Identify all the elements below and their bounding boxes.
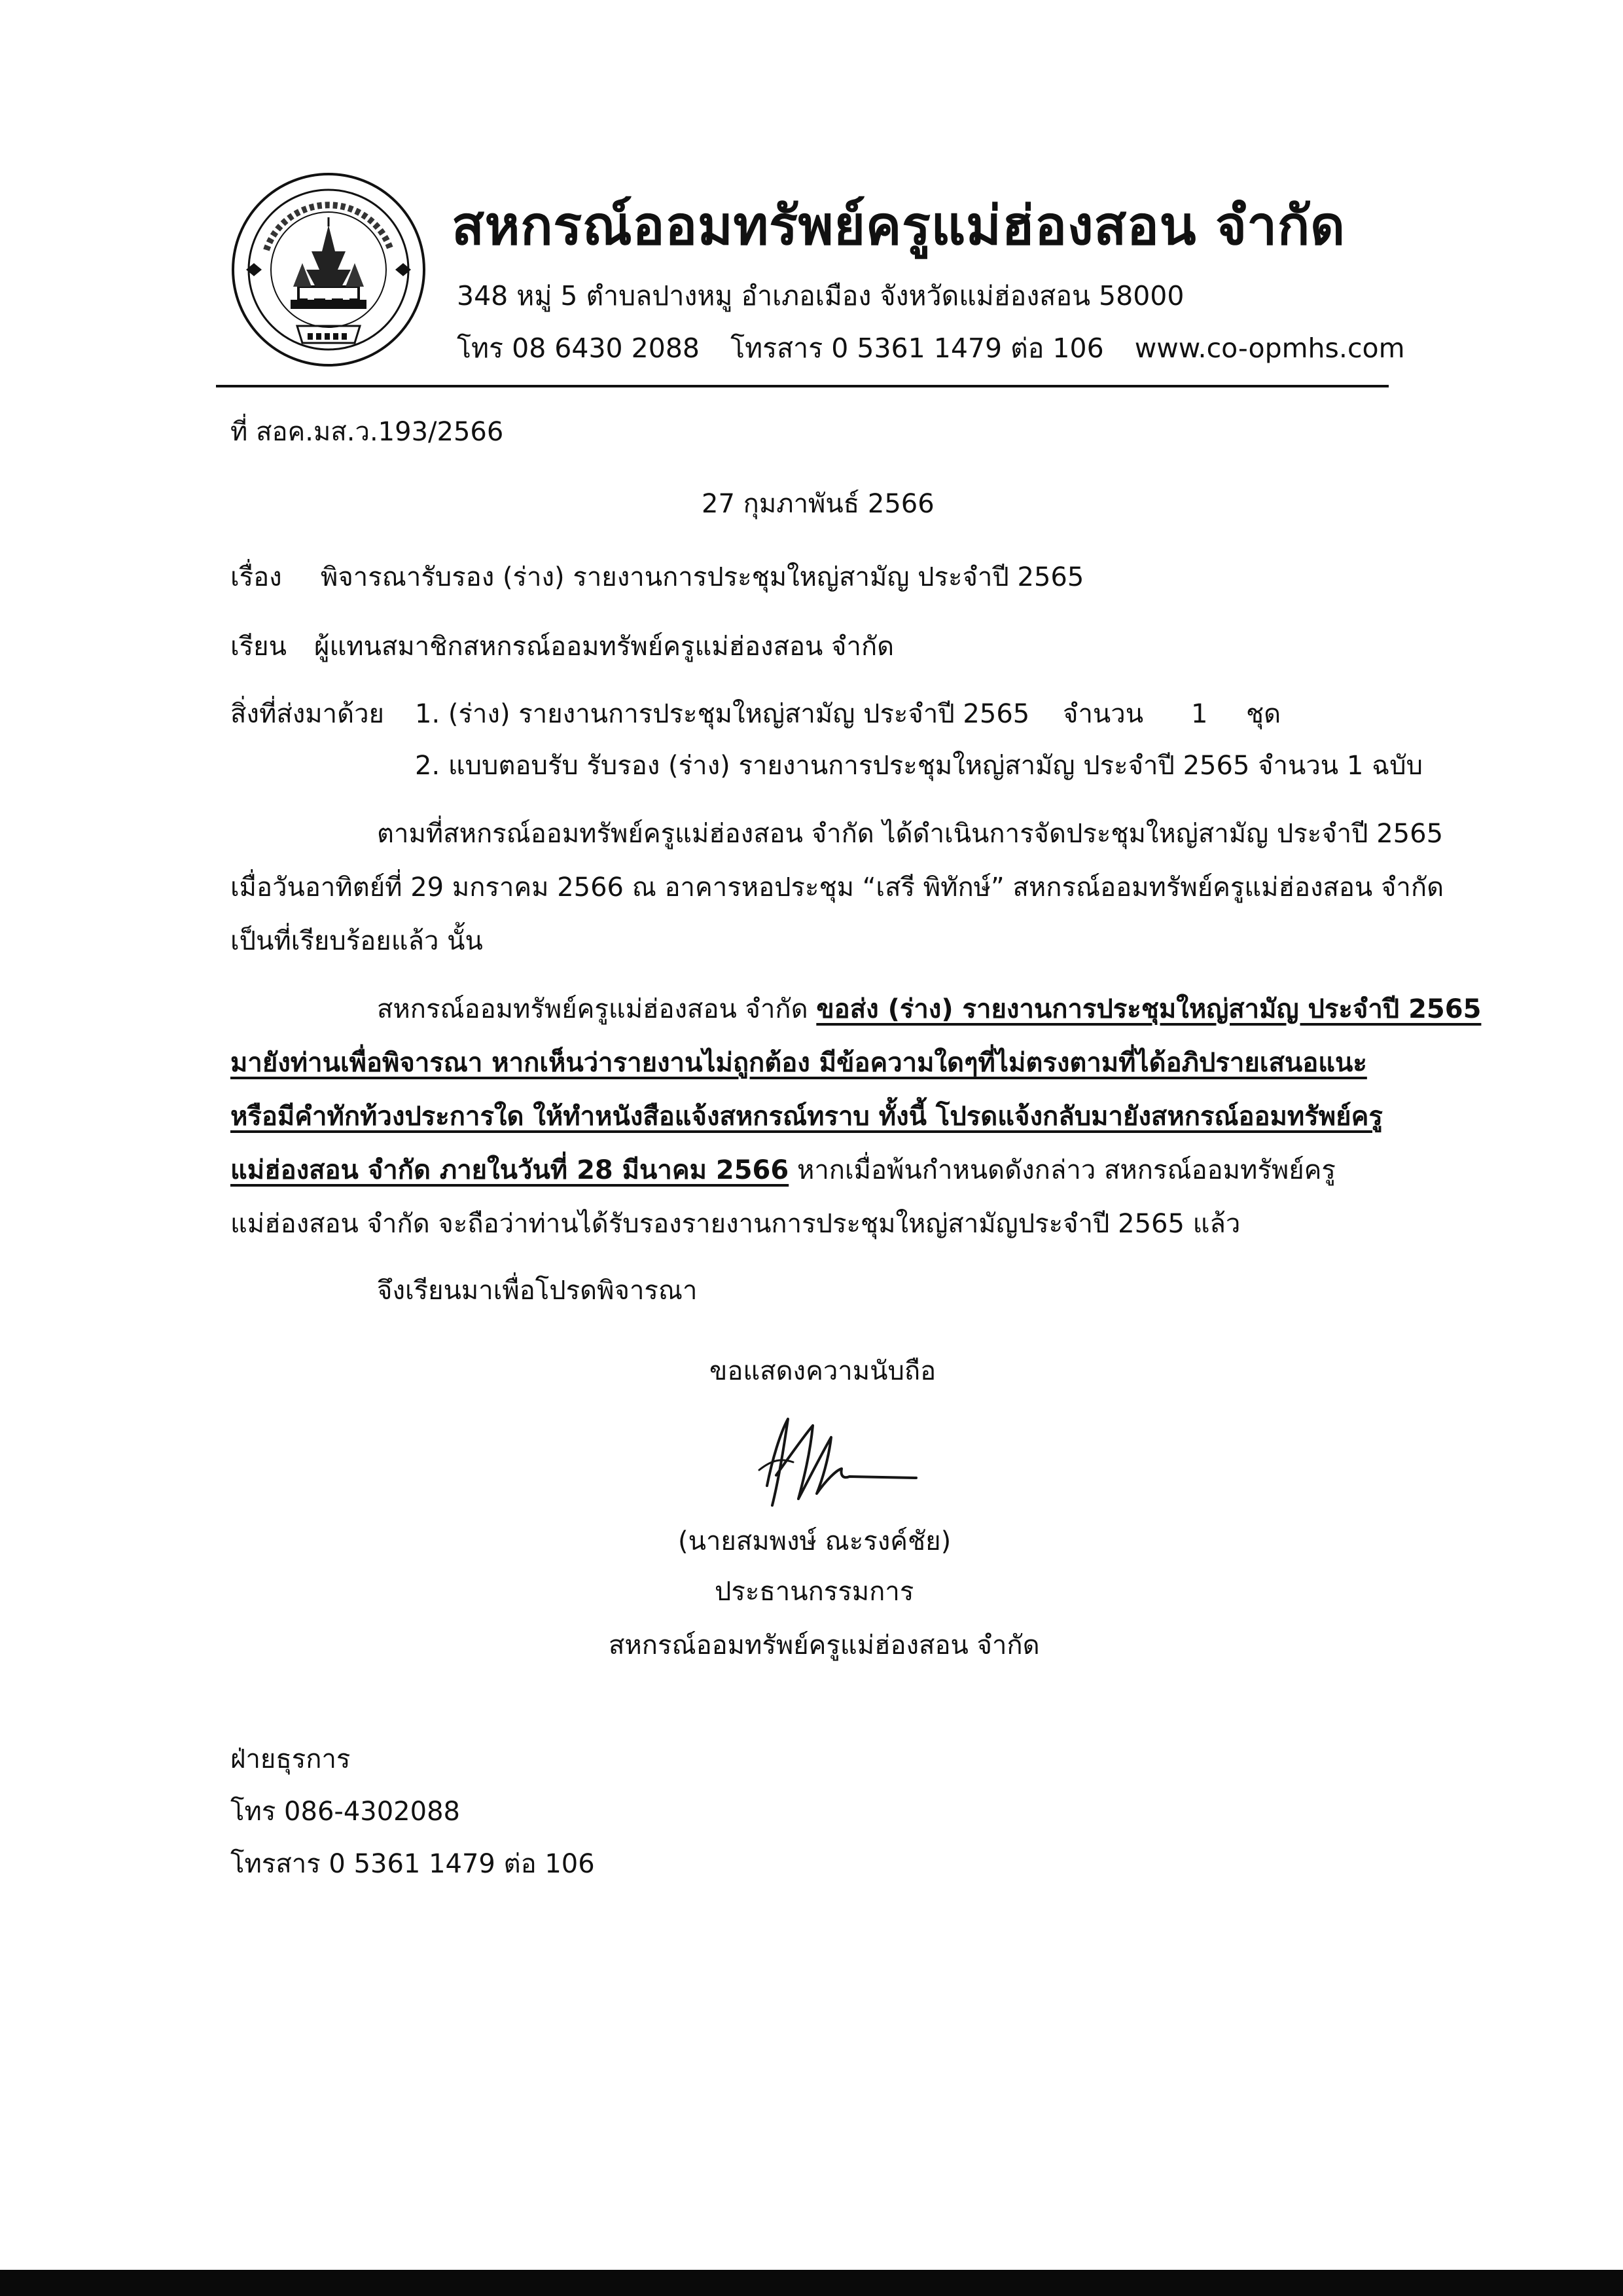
paragraph-1-line-2: เมื่อวันอาทิตย์ที่ 29 มกราคม 2566 ณ อาคารหอประชุม “เสรี พิทักษ์” สหกรณ์ออมทรัพย์ครูแม่ฮ่องสอน จำกัด [230,872,1444,903]
subject-text: พิจารณารับรอง (ร่าง) รายงานการประชุมใหญ่สามัญ ประจำปี 2565 [321,562,1084,592]
enclosure-item-1-qty-label: จำนวน [1063,699,1144,729]
organization-name: สหกรณ์ออมทรัพย์ครูแม่ฮ่องสอน จำกัด [452,195,1346,257]
recipient-text: ผู้แทนสมาชิกสหกรณ์ออมทรัพย์ครูแม่ฮ่องสอน จำกัด [314,632,895,662]
signature-salutation: ขอแสดงความนับถือ [709,1356,936,1386]
enclosure-item-1-qty: 1 [1191,699,1208,729]
footer-department: ฝ่ายธุรการ [230,1744,351,1774]
enclosure-item-2: 2. แบบตอบรับ รับรอง (ร่าง) รายงานการประชุมใหญ่สามัญ ประจำปี 2565 จำนวน 1 ฉบับ [415,751,1423,781]
subject-label: เรื่อง [230,562,282,592]
enclosure-label: สิ่งที่ส่งมาด้วย [230,699,384,729]
organization-address: 348 หมู่ 5 ตำบลปางหมู อำเภอเมือง จังหวัดแม่ฮ่องสอน 58000 [457,280,1185,312]
reference-number: ที่ สอค.มส.ว.193/2566 [230,417,504,447]
paragraph-2-line-4 [230,1157,1336,1183]
organization-website: www.co-opmhs.com [1134,332,1405,364]
signatory-organization: สหกรณ์ออมทรัพย์ครูแม่ฮ่องสอน จำกัด [609,1630,1040,1660]
letterhead-divider [216,385,1389,387]
footer-fax: โทรสาร 0 5361 1479 ต่อ 106 [230,1849,595,1879]
paragraph-2-lead: สหกรณ์ออมทรัพย์ครูแม่ฮ่องสอน จำกัด [377,994,817,1024]
organization-fax: โทรสาร 0 5361 1479 ต่อ 106 [730,332,1104,364]
cooperative-seal-logo [230,171,427,368]
enclosure-item-1: 1. (ร่าง) รายงานการประชุมใหญ่สามัญ ประจำปี 2565 [415,699,1030,729]
handwritten-signature [733,1407,929,1518]
signatory-name: (นายสมพงษ์ ณะรงค์ชัย) [678,1526,952,1556]
paragraph-2-line-3: หรือมีคำทักท้วงประการใด ให้ทำหนังสือแจ้งสหกรณ์ทราบ ทั้งนี้ โปรดแจ้งกลับมายังสหกรณ์ออมทรัพย์ครู [230,1102,1383,1132]
recipient-label: เรียน [230,632,287,662]
paragraph-1-line-3: เป็นที่เรียบร้อยแล้ว นั้น [230,926,483,956]
paragraph-2-line-5: แม่ฮ่องสอน จำกัด จะถือว่าท่านได้รับรองรายงานการประชุมใหญ่สามัญประจำปี 2565 แล้ว [230,1209,1241,1239]
signatory-position: ประธานกรรมการ [715,1577,914,1607]
letter-date: 27 กุมภาพันธ์ 2566 [702,489,935,519]
footer-phone: โทร 086-4302088 [230,1797,460,1827]
paragraph-1-line-1: ตามที่สหกรณ์ออมทรัพย์ครูแม่ฮ่องสอน จำกัด ได้ดำเนินการจัดประชุมใหญ่สามัญ ประจำปี 2565 [377,819,1444,849]
paragraph-2-emphasis-1: ขอส่ง (ร่าง) รายงานการประชุมใหญ่สามัญ ประจำปี 2565 [816,994,1482,1024]
organization-contact [457,327,1427,370]
organization-phone: โทร 08 6430 2088 [457,332,700,364]
scan-edge-band [0,2270,1623,2296]
paragraph-2-line-1 [377,996,1481,1022]
paragraph-2-line-4-rest: หากเมื่อพ้นกำหนดดังกล่าว สหกรณ์ออมทรัพย์ครู [789,1155,1336,1185]
enclosure-item-1-unit: ชุด [1246,699,1281,729]
paragraph-2-line-2: มายังท่านเพื่อพิจารณา หากเห็นว่ารายงานไม่ถูกต้อง มีข้อความใดๆที่ไม่ตรงตามที่ได้อภิปรายเสนอแนะ [230,1048,1367,1078]
closing-request: จึงเรียนมาเพื่อโปรดพิจารณา [377,1276,698,1306]
paragraph-2-deadline: แม่ฮ่องสอน จำกัด ภายในวันที่ 28 มีนาคม 2566 [230,1155,789,1185]
